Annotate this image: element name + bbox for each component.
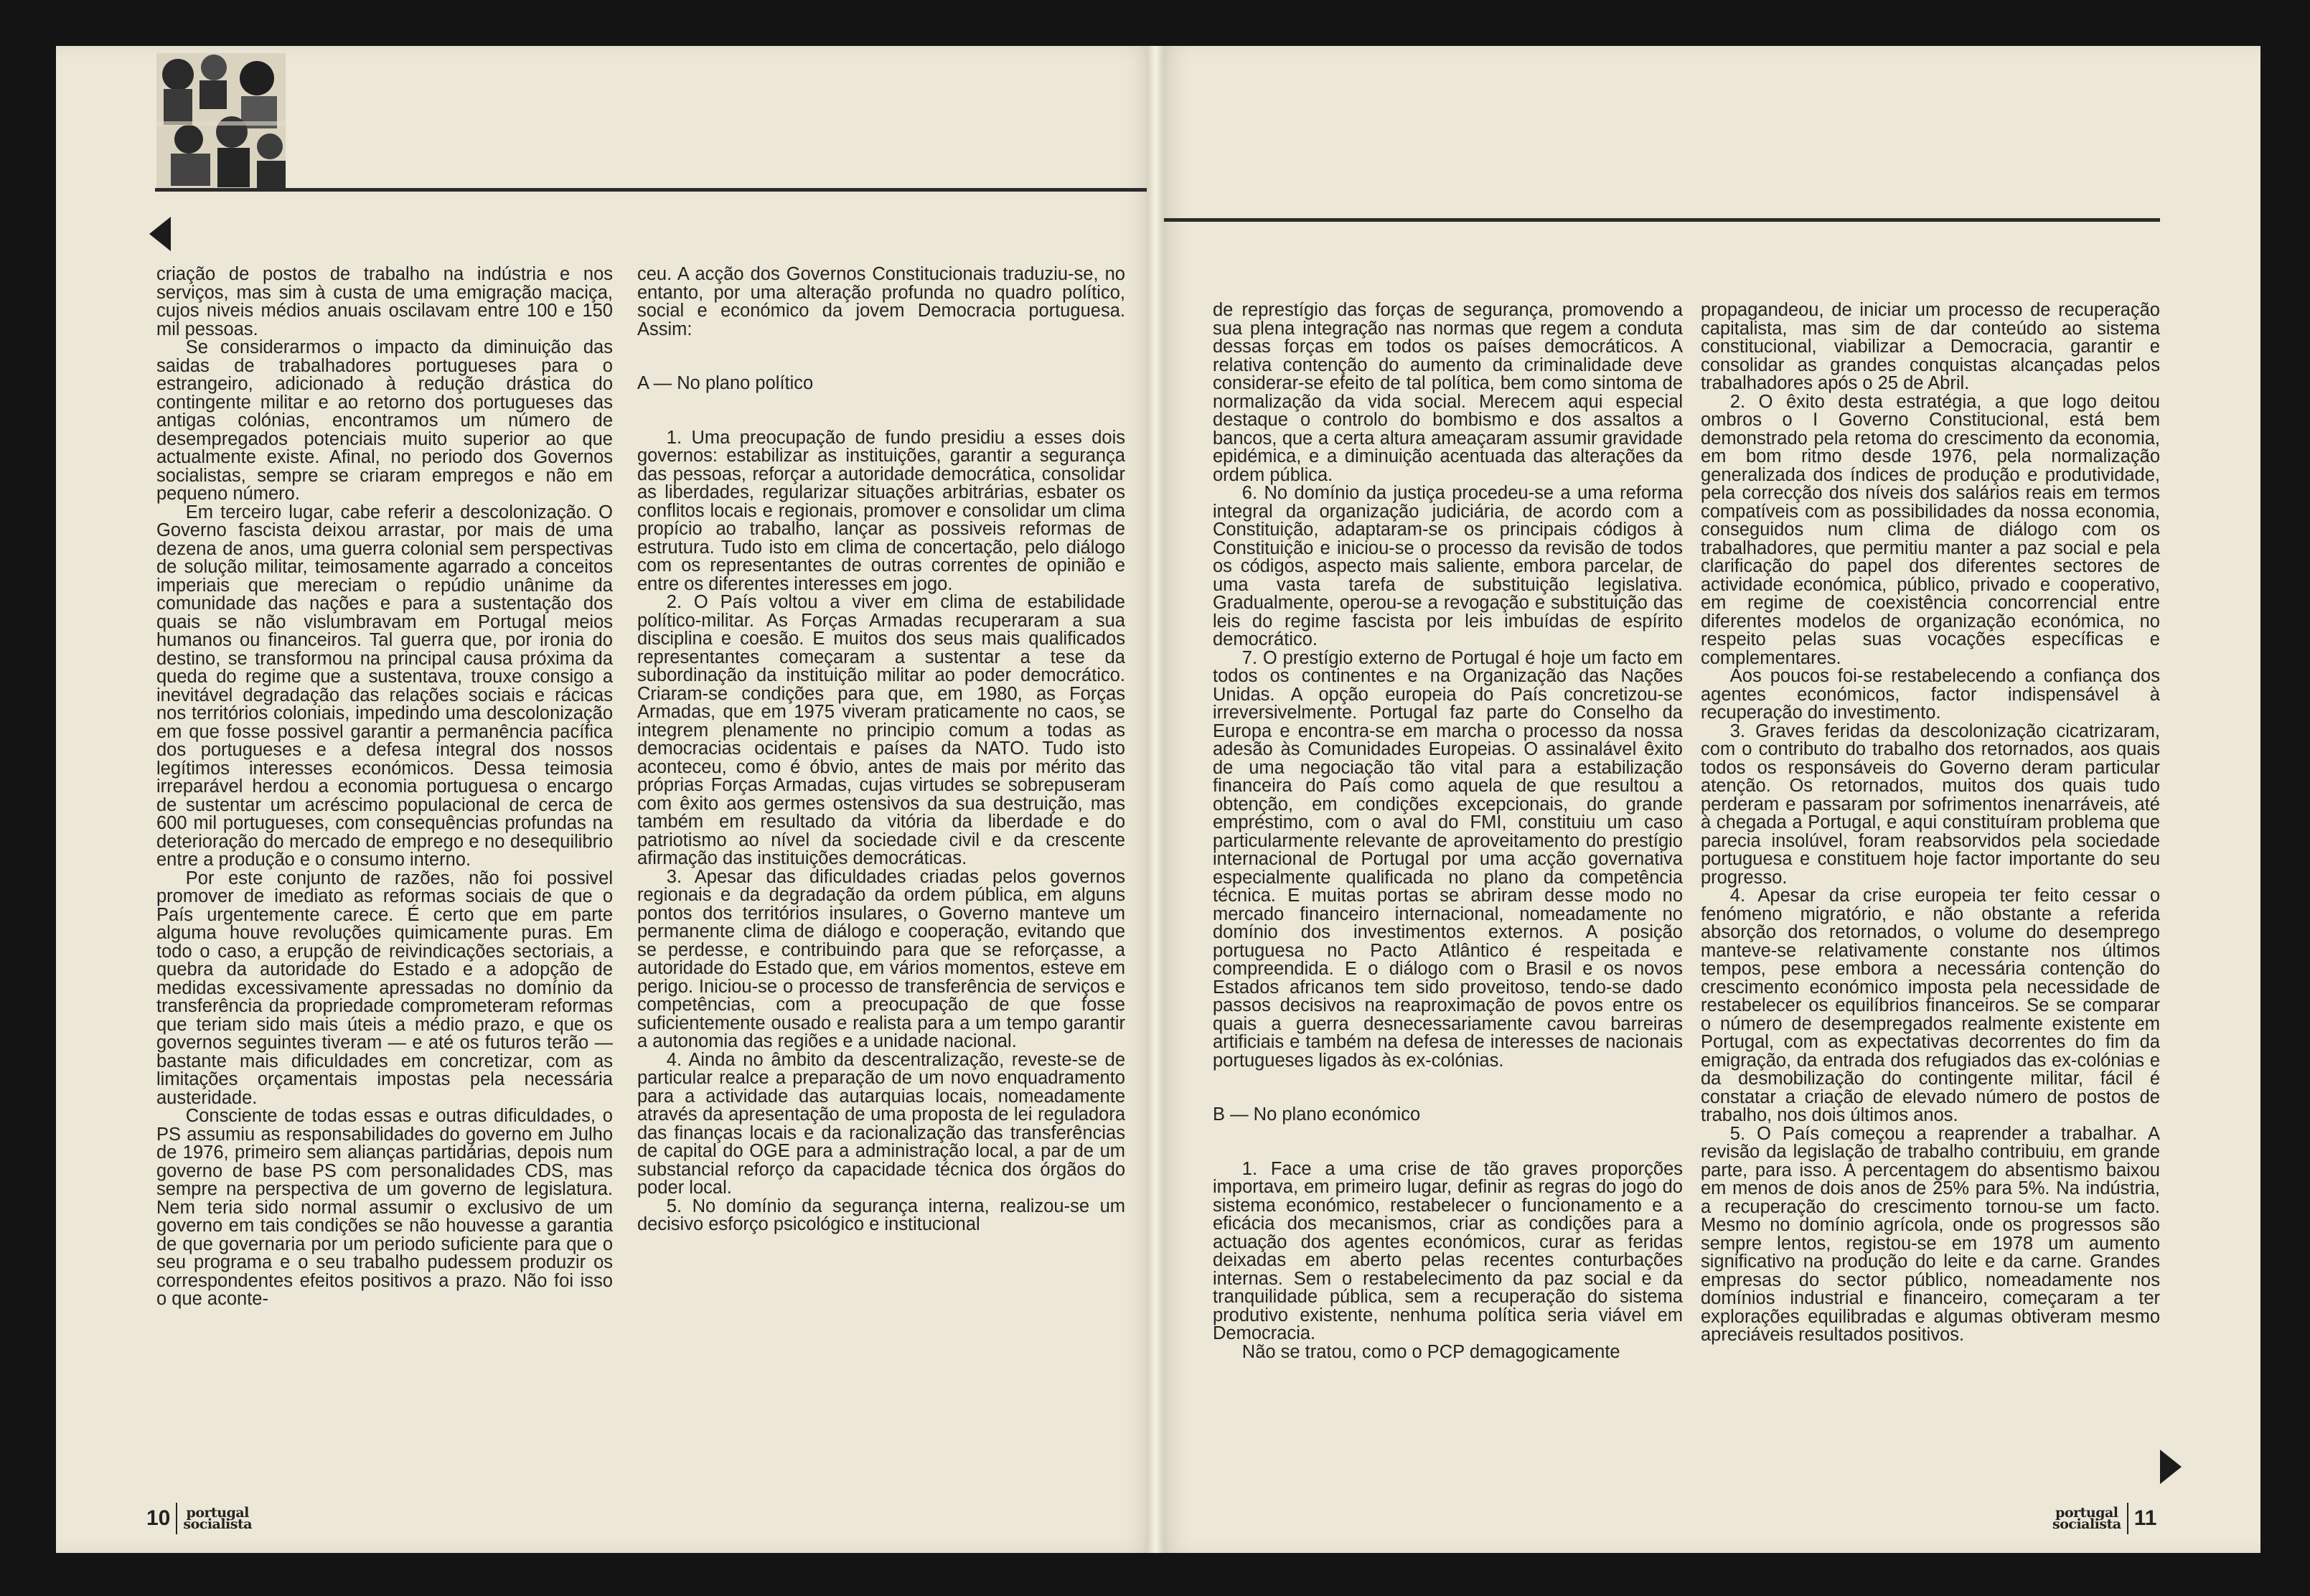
paragraph: de represtígio das forças de segurança, promovendo a sua plena integração nas normas que regem a conduta dessas forças em todos os países democráticos. A relativa contenção do aumento da criminalidade deve considerar-se efeito de tal política, bem como sintoma de normalização da vida social. Merecem aqui especial destaque o controlo do bombismo e dos assaltos a bancos, que a certa altura ameaçaram assumir gravidade epidémica, e a diminuição acentuada das alterações da ordem pública.	[1213, 300, 1683, 485]
paragraph: Não se tratou, como o PCP demagogicamente	[1241, 1341, 1620, 1362]
paragraph: 4. Apesar da crise europeia ter feito cessar o fenómeno migratório, e não obstante a referida absorção dos retornados, o volume do desemprego manteve-se relativamente constante nos últimos tempos, pese embora a necessária contenção do crescimento económico imposta pela necessidade de restabelecer os equilíbrios financeiros. Se se comparar o número de desempregados realmente existente em Portugal, com as expectativas decorrentes do fim da emigração, da entrada dos refugiados das ex-colónias e da desmobilização do contingente militar, fácil é constatar a criação de elevado número de postos de trabalho, nos dois últimos anos.	[1701, 886, 2160, 1125]
page-footer-left	[146, 1503, 252, 1534]
paragraph: 5. No domínio da segurança interna, realizou-se um decisivo esforço psicológico e institucional	[637, 1196, 1125, 1234]
text-column-3	[1213, 301, 1683, 1361]
paragraph: 2. O êxito desta estratégia, a que logo deitou ombros o I Governo Constitucional, está bem demonstrado pela retoma do crescimento da economia, em bom ritmo desde 1976, pela normalização generalizada dos índices de produção e produtividade, pela correcção dos níveis dos salários reais em termos compatíveis com as possibilidades da nossa economia, conseguidos num clima de diálogo com os trabalhadores, que permitiu manter a paz social e pela clarificação do papel dos diferentes sectores de actividade económica, público, privado e cooperativo, em regime de coexistência concorrencial entre diferentes modelos de organização económica, no respeito pelas suas vocações específicas e complementares.	[1701, 391, 2160, 668]
paragraph: 3. Apesar das dificuldades criadas pelos governos regionais e da degradação da ordem pública, em alguns pontos dos territórios insulares, o Governo manteve um permanente clima de diálogo e cooperação, evitando que se perdesse, e contribuindo para que se reforçasse, a autoridade do Estado que, em vários momentos, esteve em perigo. Iniciou-se o processo de transferência de serviços e competências, com a preocupação de que fosse suficientemente ousado e realista para a um tempo garantir a autonomia das regiões e a unidade nacional.	[637, 866, 1125, 1051]
paragraph: 1. Uma preocupação de fundo presidiu a esses dois governos: estabilizar as instituições, garantir a segurança das pessoas, reforçar a autoridade democrática, consolidar as liberdades, regularizar situações arbitrárias, esbater os conflitos locais e regionais, promover e consolidar um clima propício ao trabalho, lançar as possiveis reformas de estrutura. Tudo isto em clima de concertação, pelo diálogo com os representantes de outras correntes de opinião e entre os diferentes interesses em jogo.	[637, 427, 1125, 594]
divider	[2127, 1503, 2128, 1534]
page-number: 10	[146, 1506, 171, 1530]
page-footer-right	[2052, 1503, 2156, 1534]
section-heading: B — No plano económico	[1213, 1104, 1421, 1125]
book-spine	[1147, 46, 1164, 1553]
header-rule	[1155, 218, 2160, 222]
publication-logo: portugal socialista	[2052, 1505, 2121, 1532]
continuation-arrow-icon	[149, 217, 171, 251]
right-page	[1155, 46, 2260, 1553]
photo-collage-image	[156, 53, 286, 189]
paragraph: Consciente de todas essas e outras dificuldades, o PS assumiu as responsabilidades do governo em Julho de 1976, primeiro sem alianças partidárias, depois num governo de base PS com personalidades CDS, mas sempre na perspectiva de um governo de legislatura. Nem teria sido normal assumir o exclusivo de um governo em tais condições se não houvesse a garantia de que governaria por um periodo suficiente para que o seu programa e o seu trabalho pudessem produzir os correspondentes efeitos positivos a prazo. Não foi isso o que aconte-	[156, 1106, 613, 1309]
paragraph: Por este conjunto de razões, não foi possivel promover de imediato as reformas sociais de que o País urgentemente carece. É certo que em parte alguma houve revoluções quimicamente puras. Em todo o caso, a erupção de reivindicações sectoriais, a quebra da autoridade do Estado e a adopção de medidas excessivamente apressadas no domínio da transferência da propriedade comprometeram reformas que teriam sido mais úteis a médio prazo, e que os governos seguintes tiveram — e até os futuros terão — bastante mais dificuldades em concretizar, com as limitações orçamentais impostas pela necessária austeridade.	[156, 868, 613, 1108]
page-number: 11	[2133, 1506, 2157, 1530]
divider	[176, 1503, 177, 1534]
paragraph: Se considerarmos o impacto da diminuição das saidas de trabalhadores portugueses para o estrangeiro, adicionado à redução drástica do contingente militar e ao retorno dos portugueses das antigas colónias, encontramos um número de desempregados potenciais muito superior ao que actualmente existe. Afinal, no periodo dos Governos socialistas, sempre se criaram empregos e não em pequeno número.	[156, 337, 613, 504]
publication-logo: portugal socialista	[183, 1505, 253, 1532]
continuation-arrow-icon	[2160, 1450, 2182, 1484]
header-rule	[155, 188, 1161, 192]
text-column-4	[1701, 301, 2160, 1345]
paragraph: 1. Face a uma crise de tão graves proporções importava, em primeiro lugar, definir as regras do jogo do sistema económico, restabelecer o funcionamento e a eficácia dos mecanismos, criar as condições para a actuação dos agentes económicos, curar as feridas deixadas em aberto pelas recentes conturbações internas. Sem o restabelecimento da paz social e da tranquilidade pública, sem a recuperação do sistema produtivo existente, nenhuma política seria viável em Democracia.	[1213, 1158, 1683, 1343]
paragraph: ceu. A acção dos Governos Constitucionais traduziu-se, no entanto, por uma alteração profunda no quadro político, social e económico da jovem Democracia portuguesa. Assim:	[637, 264, 1125, 339]
paragraph: 3. Graves feridas da descolonização cicatrizaram, com o contributo do trabalho dos retornados, aos quais todos os responsáveis do Governo deram particular atenção. Os retornados, muitos dos quais tudo perderam e passaram por sofrimentos inenarráveis, até à chegada a Portugal, e aqui constituíram problema que parecia insolúvel, foram reabsorvidos pela sociedade portuguesa e constituem hoje factor importante do seu progresso.	[1701, 720, 2160, 888]
paragraph: 2. O País voltou a viver em clima de estabilidade político-militar. As Forças Armadas recuperaram a sua disciplina e coesão. E muitos dos seus mais qualificados representantes começaram a sustentar a tese da subordinação da instituição militar ao poder democrático. Criaram-se condições para que, em 1980, as Forças Armadas, que em 1975 viveram praticamente no caos, se integrem plenamente no principio comum a todas as democracias ocidentais e países da NATO. Tudo isto aconteceu, como é óbvio, antes de mais por mérito das próprias Forças Armadas, cujas virtudes se sobrepuseram com êxito aos germes ostensivos da sua destruição, mas também em resultado da vitória da liberdade e do patriotismo ao nível da sociedade civil e da crescente afirmação das instituições democráticas.	[637, 592, 1125, 868]
paragraph: criação de postos de trabalho na indústria e nos serviços, mas sim à custa de uma emigração maciça, cujos niveis médios anuais oscilavam entre 100 e 150 mil pessoas.	[156, 264, 613, 339]
paragraph: 4. Ainda no âmbito da descentralização, reveste-se de particular realce a preparação de um novo enquadramento para a actividade das autarquias locais, nomeadamente através da apresentação de uma proposta de lei reguladora das finanças locais e da racionalização das transferências de capital do OGE para a administração local, a par de um substancial reforço da capacidade técnica dos órgãos do poder local.	[637, 1049, 1125, 1198]
paragraph: 5. O País começou a reaprender a trabalhar. A revisão da legislação de trabalho contribuiu, em grande parte, para isso. A percentagem do absentismo baixou em menos de dois anos de 25% para 5%. Na indústria, a recuperação do crescimento tornou-se um facto. Mesmo no domínio agrícola, onde os progressos são sempre lentos, registou-se em 1978 um aumento significativo na produção do leite e da carne. Grandes empresas do sector público, nomeadamente nos domínios industrial e financeiro, começaram a ter explorações equilibradas e algumas obtiveram mesmo apreciáveis resultados positivos.	[1701, 1123, 2160, 1345]
paragraph: 6. No domínio da justiça procedeu-se a uma reforma integral da organização judiciária, de acordo com a Constituição, adaptaram-se os principais códigos à Constituição e iniciou-se o processo da revisão de todos os códigos, aspecto mais saliente, embora parcelar, de uma vasta tarefa de substituição legislativa. Gradualmente, operou-se a revogação e substituição das leis do regime fascista por leis imbuídas de espírito democrático.	[1213, 483, 1683, 649]
left-page	[56, 46, 1161, 1553]
paragraph: 7. O prestígio externo de Portugal é hoje um facto em todos os continentes e na Organização das Nações Unidas. A opção europeia do País concretizou-se irreversivelmente. Portugal faz parte do Conselho da Europa e encontra-se em marcha o processo da nossa adesão às Comunidades Europeias. O assinalável êxito de uma negociação tão vital para a estabilização financeira do País como aquela de que resultou a obtenção, em condições excepcionais, do grande empréstimo, com o aval do FMI, constituiu um caso particularmente relevante de aproveitamento do prestígio internacional de Portugal por uma acção governativa especialmente qualificada no plano da competência técnica. E muitas portas se abriram desse modo no mercado financeiro internacional, nomeadamente no domínio dos investimentos externos. A posição portuguesa no Pacto Atlântico é respeitada e compreendida. E o diálogo com o Brasil e os novos Estados africanos tem sido proveitoso, tendo-se dado passos decisivos na reaproximação de povos entre os quais a guerra desnecessariamente cavou barreiras artificiais e também na defesa de interesses de nacionais portugueses ligados às ex-colónias.	[1213, 647, 1683, 1071]
paragraph: Em terceiro lugar, cabe referir a descolonização. O Governo fascista deixou arrastar, por mais de uma dezena de anos, uma guerra colonial sem perspectivas de solução militar, teimosamente agarrado a conceitos imperiais que mereciam o repúdio unânime da comunidade das nações e para a sustentação dos quais se não vislumbravam em Portugal meios humanos ou financeiros. Tal guerra que, por ironia do destino, se transformou na principal causa próxima da queda do regime que a sustentava, trouxe consigo a inevitável degradação das relações sociais e rácicas nos territórios coloniais, impedindo uma descolonização em que fosse possivel garantir a permanência pacífica dos portugueses e a defesa integral dos nossos legítimos interesses económicos. Dessa teimosia irreparável herdou a economia portuguesa o encargo de sustentar um acréscimo populacional de cerca de 600 mil portugueses, com consequências profundas na deterioração do mercado de emprego e no desequilibrio entre a produção e o consumo interno.	[156, 502, 613, 870]
text-column-2	[637, 266, 1125, 1234]
section-heading: A — No plano político	[637, 373, 814, 393]
text-column-1	[156, 266, 613, 1309]
paragraph: Aos poucos foi-se restabelecendo a confiança dos agentes económicos, factor indispensável à recuperação do investimento.	[1701, 666, 2160, 723]
paragraph: propagandeou, de iniciar um processo de recuperação capitalista, mas sim de dar conteúdo ao sistema constitucional, viabilizar a Democracia, garantir e consolidar as grandes conquistas alcançadas pelos trabalhadores após o 25 de Abril.	[1701, 300, 2160, 393]
